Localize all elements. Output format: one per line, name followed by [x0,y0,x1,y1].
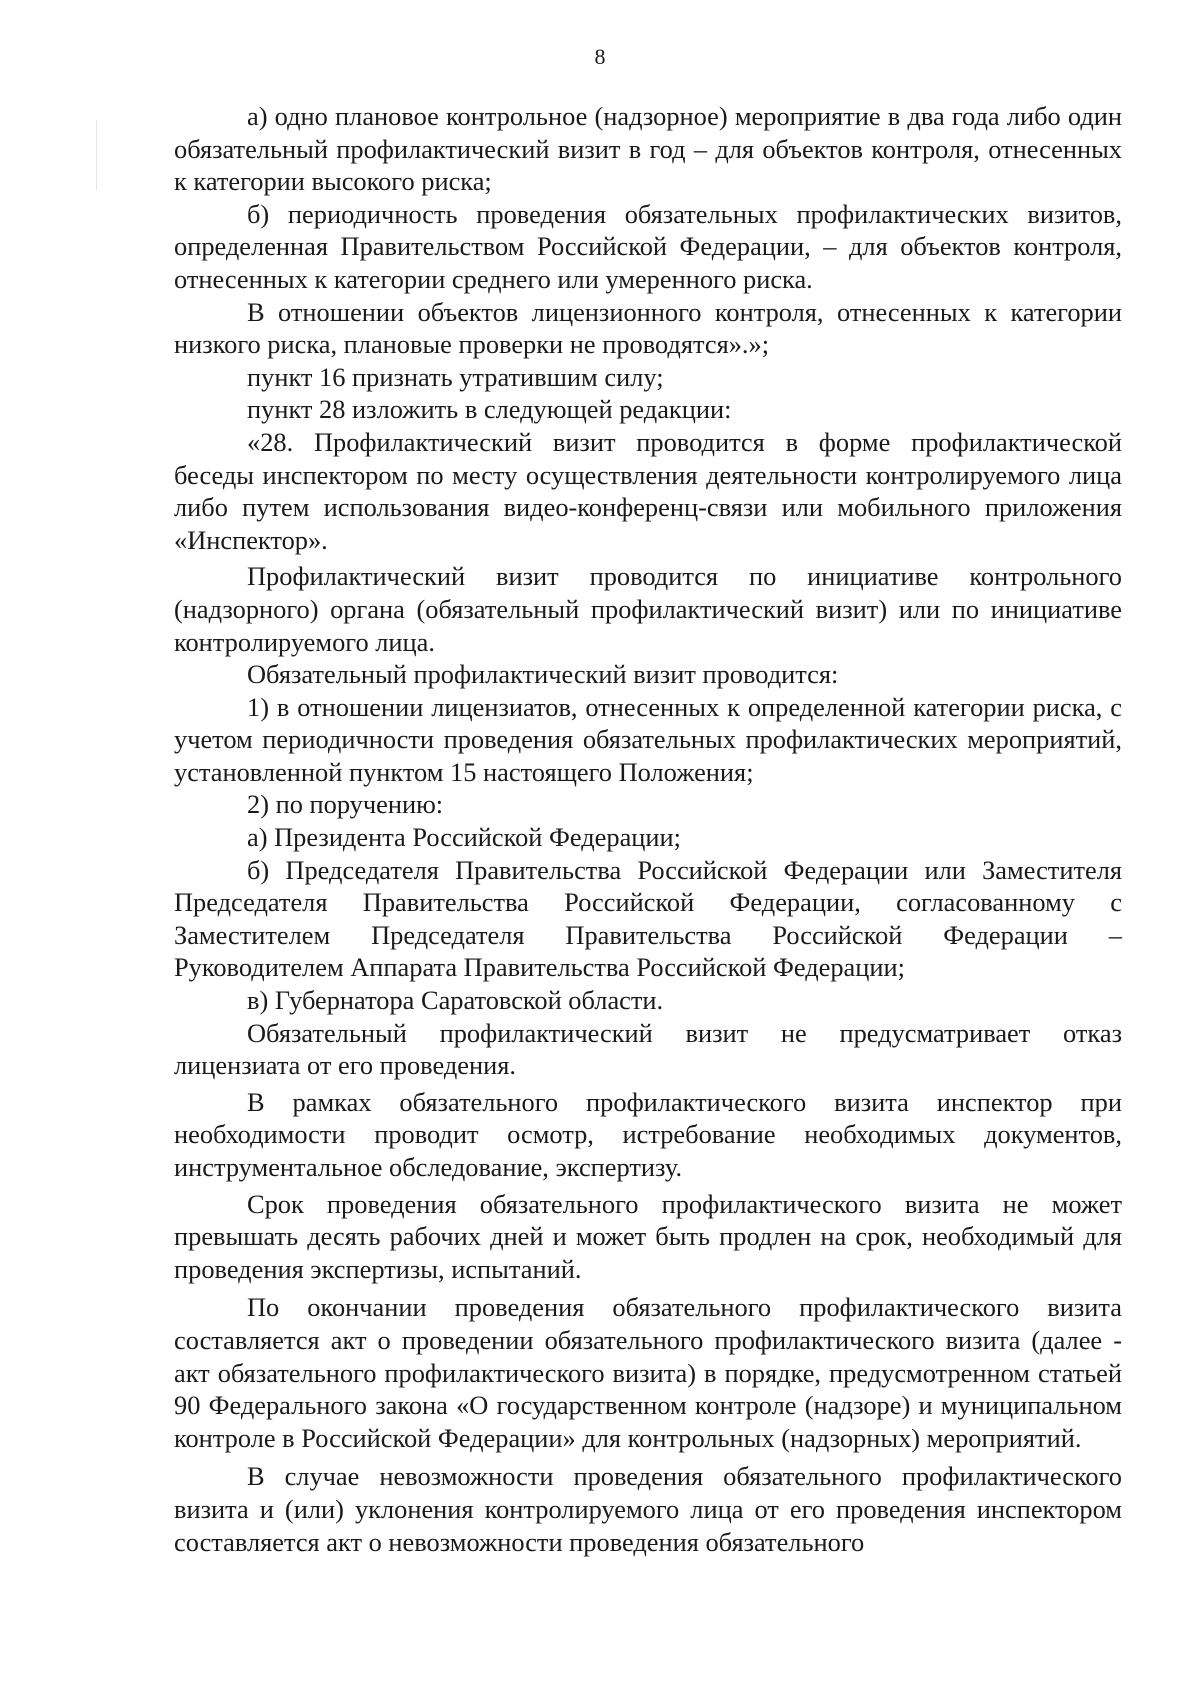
paragraph-visit-act: По окончании проведения обязательного профилактического визита составляется акт о проведении обязательного профилактического визита (далее - акт обязательного профилактического визита) в порядке, предусмотренном статьей 90 Федерального закона «О государственном контроле (надзоре) и муниципальном контроле в Российской Федерации» для контрольных (надзорных) мероприятий. [174,1292,1122,1453]
paragraph-no-refusal: Обязательный профилактический визит не предусматривает отказ лицензиата от его проведения. [174,1017,1122,1081]
scan-margin-mark [96,120,97,190]
paragraph-mandatory-item-2b: б) Председателя Правительства Российской Федерации или Заместителя Председателя Правительства Российской Федерации, согласованному с Заместителем Председателя Правительства Российской Федерации – Руководителем Аппарата Правительства Российской Федерации; [174,854,1122,983]
paragraph-mandatory-item-2: 2) по поручению: [247,789,444,820]
paragraph-mandatory-item-2a: а) Президента Российской Федерации; [247,822,681,853]
paragraph-inspection-scope: В рамках обязательного профилактического визита инспектор при необходимости проводит осмотр, истребование необходимых документов, инструментальное обследование, экспертизу. [174,1086,1122,1182]
paragraph-impossibility-act: В случае невозможности проведения обязательного профилактического визита и (или) уклонения контролируемого лица от его проведения инспектором составляется акт о невозможности проведения обязательного [174,1461,1122,1557]
paragraph-mandatory-visit-heading: Обязательный профилактический визит проводится: [247,659,839,690]
paragraph-item-b-medium-risk: б) периодичность проведения обязательных профилактических визитов, определенная Правительством Российской Федерации, – для объектов контроля, отнесенных к категории среднего или умеренного риска. [174,198,1122,294]
paragraph-mandatory-item-2v: в) Губернатора Саратовской области. [247,985,664,1016]
paragraph-point-28-intro: пункт 28 изложить в следующей редакции: [247,394,732,425]
page-number: 8 [594,44,606,69]
paragraph-visit-initiative: Профилактический визит проводится по инициативе контрольного (надзорного) органа (обязательный профилактический визит) или по инициативе контролируемого лица. [174,561,1122,657]
paragraph-point-16: пункт 16 признать утратившим силу; [247,361,664,392]
paragraph-mandatory-item-1: 1) в отношении лицензиатов, отнесенных к определенной категории риска, с учетом периодичности проведения обязательных профилактических мероприятий, установленной пунктом 15 настоящего Положения; [174,691,1122,787]
paragraph-point-28-text: «28. Профилактический визит проводится в форме профилактической беседы инспектором по месту осуществления деятельности контролируемого лица либо путем использования видео-конференц-связи или мобильного приложения «Инспектор». [174,426,1122,555]
paragraph-low-risk: В отношении объектов лицензионного контроля, отнесенных к категории низкого риска, плановые проверки не проводятся».»; [174,296,1122,360]
paragraph-visit-duration: Срок проведения обязательного профилактического визита не может превышать десять рабочих дней и может быть продлен на срок, необходимый для проведения экспертизы, испытаний. [174,1188,1122,1284]
paragraph-item-a-high-risk: а) одно плановое контрольное (надзорное) мероприятие в два года либо один обязательный профилактический визит в год – для объектов контроля, отнесенных к категории высокого риска; [174,101,1122,197]
document-body [174,100,1122,1558]
